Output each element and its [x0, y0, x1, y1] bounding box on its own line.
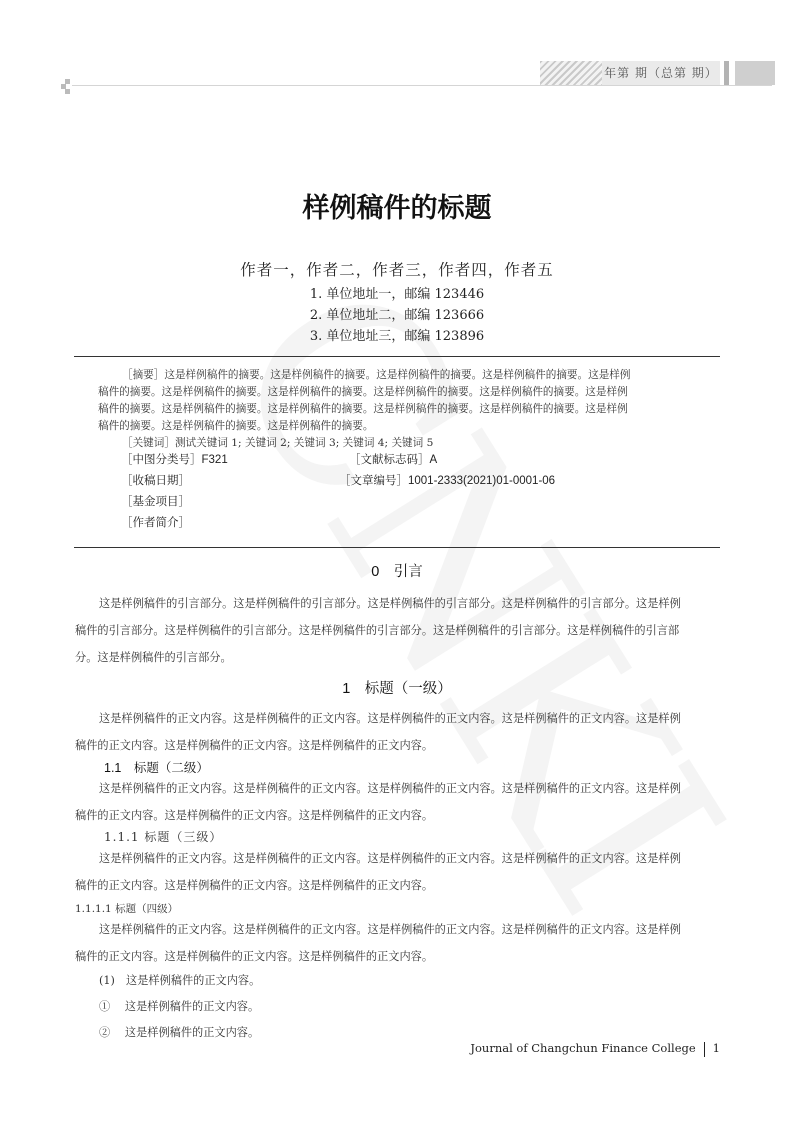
intro-line: 稿件的引言部分。这是样例稿件的引言部分。这是样例稿件的引言部分。这是样例稿件的引言部分。这是样例稿件的引言部 [75, 624, 680, 637]
body-line: 稿件的正文内容。这是样例稿件的正文内容。这是样例稿件的正文内容。 [75, 950, 434, 963]
section-heading-1: 1 标题（一级） [342, 681, 452, 697]
affiliation-2: 2. 单位地址二，邮编 123666 [309, 308, 485, 323]
header-rule [72, 85, 772, 86]
section-heading-1-1-1-1: 1.1.1.1 标题（四级） [75, 903, 179, 915]
journal-name: Journal of Changchun Finance College [470, 1041, 696, 1055]
abstract-line: 稿件的摘要。这是样例稿件的摘要。这是样例稿件的摘要。这是样例稿件的摘要。这是样例稿件的摘要。这是样例 [98, 403, 628, 415]
header-ornament [61, 79, 75, 95]
abstract-label: ［摘要］ [122, 369, 165, 381]
author-list: 作者一，作者二，作者三，作者四，作者五 [240, 261, 554, 279]
body-line: 这是样例稿件的正文内容。这是样例稿件的正文内容。这是样例稿件的正文内容。这是样例稿件的正文内容。这是样例 [99, 782, 681, 795]
section-heading-intro: 0 引言 [371, 564, 423, 580]
author-bio: ［作者简介］ [121, 517, 190, 529]
abstract-top-rule [74, 356, 720, 357]
header-bar [724, 61, 729, 85]
body-line: 稿件的正文内容。这是样例稿件的正文内容。这是样例稿件的正文内容。 [75, 879, 434, 892]
keywords-text: 测试关键词 1; 关键词 2; 关键词 3; 关键词 4; 关键词 5 [174, 437, 434, 449]
abstract-bottom-rule [74, 547, 720, 548]
affiliation-1: 1. 单位地址一，邮编 123446 [309, 287, 485, 302]
section-heading-1-1: 1.1 标题（二级） [104, 761, 209, 775]
section-heading-1-1-1: 1.1.1 标题（三级） [104, 830, 223, 844]
keywords-label: ［关键词］ [122, 437, 175, 449]
list-item-paren: (1) 这是样例稿件的正文内容。 [99, 974, 261, 987]
article-number: ［文章编号］1001-2333(2021)01-0001-06 [339, 475, 556, 487]
body-paragraph [75, 775, 719, 829]
clc-number: ［中图分类号］F321 [121, 454, 228, 466]
body-line: 稿件的正文内容。这是样例稿件的正文内容。这是样例稿件的正文内容。 [75, 739, 434, 752]
intro-line: 这是样例稿件的引言部分。这是样例稿件的引言部分。这是样例稿件的引言部分。这是样例稿件的引言部分。这是样例 [99, 597, 681, 610]
abstract-line: 稿件的摘要。这是样例稿件的摘要。这是样例稿件的摘要。这是样例稿件的摘要。这是样例稿件的摘要。这是样例 [98, 386, 628, 398]
fund-project: ［基金项目］ [121, 496, 190, 508]
page-number: 1 [712, 1041, 720, 1055]
abstract-line: 这是样例稿件的摘要。这是样例稿件的摘要。这是样例稿件的摘要。这是样例稿件的摘要。这是样例 [164, 369, 631, 381]
header-bar-wide [735, 61, 775, 85]
footer-separator [704, 1042, 705, 1057]
body-line: 这是样例稿件的正文内容。这是样例稿件的正文内容。这是样例稿件的正文内容。这是样例稿件的正文内容。这是样例 [99, 712, 681, 725]
issue-label: 年第 期（总第 期） [602, 61, 720, 85]
body-paragraph [75, 705, 719, 759]
body-paragraph [75, 916, 719, 970]
intro-line: 分。这是样例稿件的引言部分。 [75, 651, 232, 664]
document-code: ［文献标志码］A [349, 454, 438, 466]
affiliation-3: 3. 单位地址三，邮编 123896 [309, 329, 485, 344]
header-hatch [540, 61, 602, 85]
list-item-circle-1: ① 这是样例稿件的正文内容。 [99, 1000, 260, 1013]
abstract-line: 稿件的摘要。这是样例稿件的摘要。这是样例稿件的摘要。 [98, 420, 374, 432]
list-item-circle-2: ② 这是样例稿件的正文内容。 [99, 1026, 260, 1039]
received-date: ［收稿日期］ [121, 475, 190, 487]
body-line: 这是样例稿件的正文内容。这是样例稿件的正文内容。这是样例稿件的正文内容。这是样例稿件的正文内容。这是样例 [99, 852, 681, 865]
body-paragraph [75, 845, 719, 899]
body-line: 稿件的正文内容。这是样例稿件的正文内容。这是样例稿件的正文内容。 [75, 809, 434, 822]
page-footer [470, 1041, 720, 1057]
abstract-block [98, 367, 696, 452]
body-line: 这是样例稿件的正文内容。这是样例稿件的正文内容。这是样例稿件的正文内容。这是样例稿件的正文内容。这是样例 [99, 923, 681, 936]
intro-paragraph [75, 590, 719, 671]
paper-title: 样例稿件的标题 [302, 193, 492, 224]
